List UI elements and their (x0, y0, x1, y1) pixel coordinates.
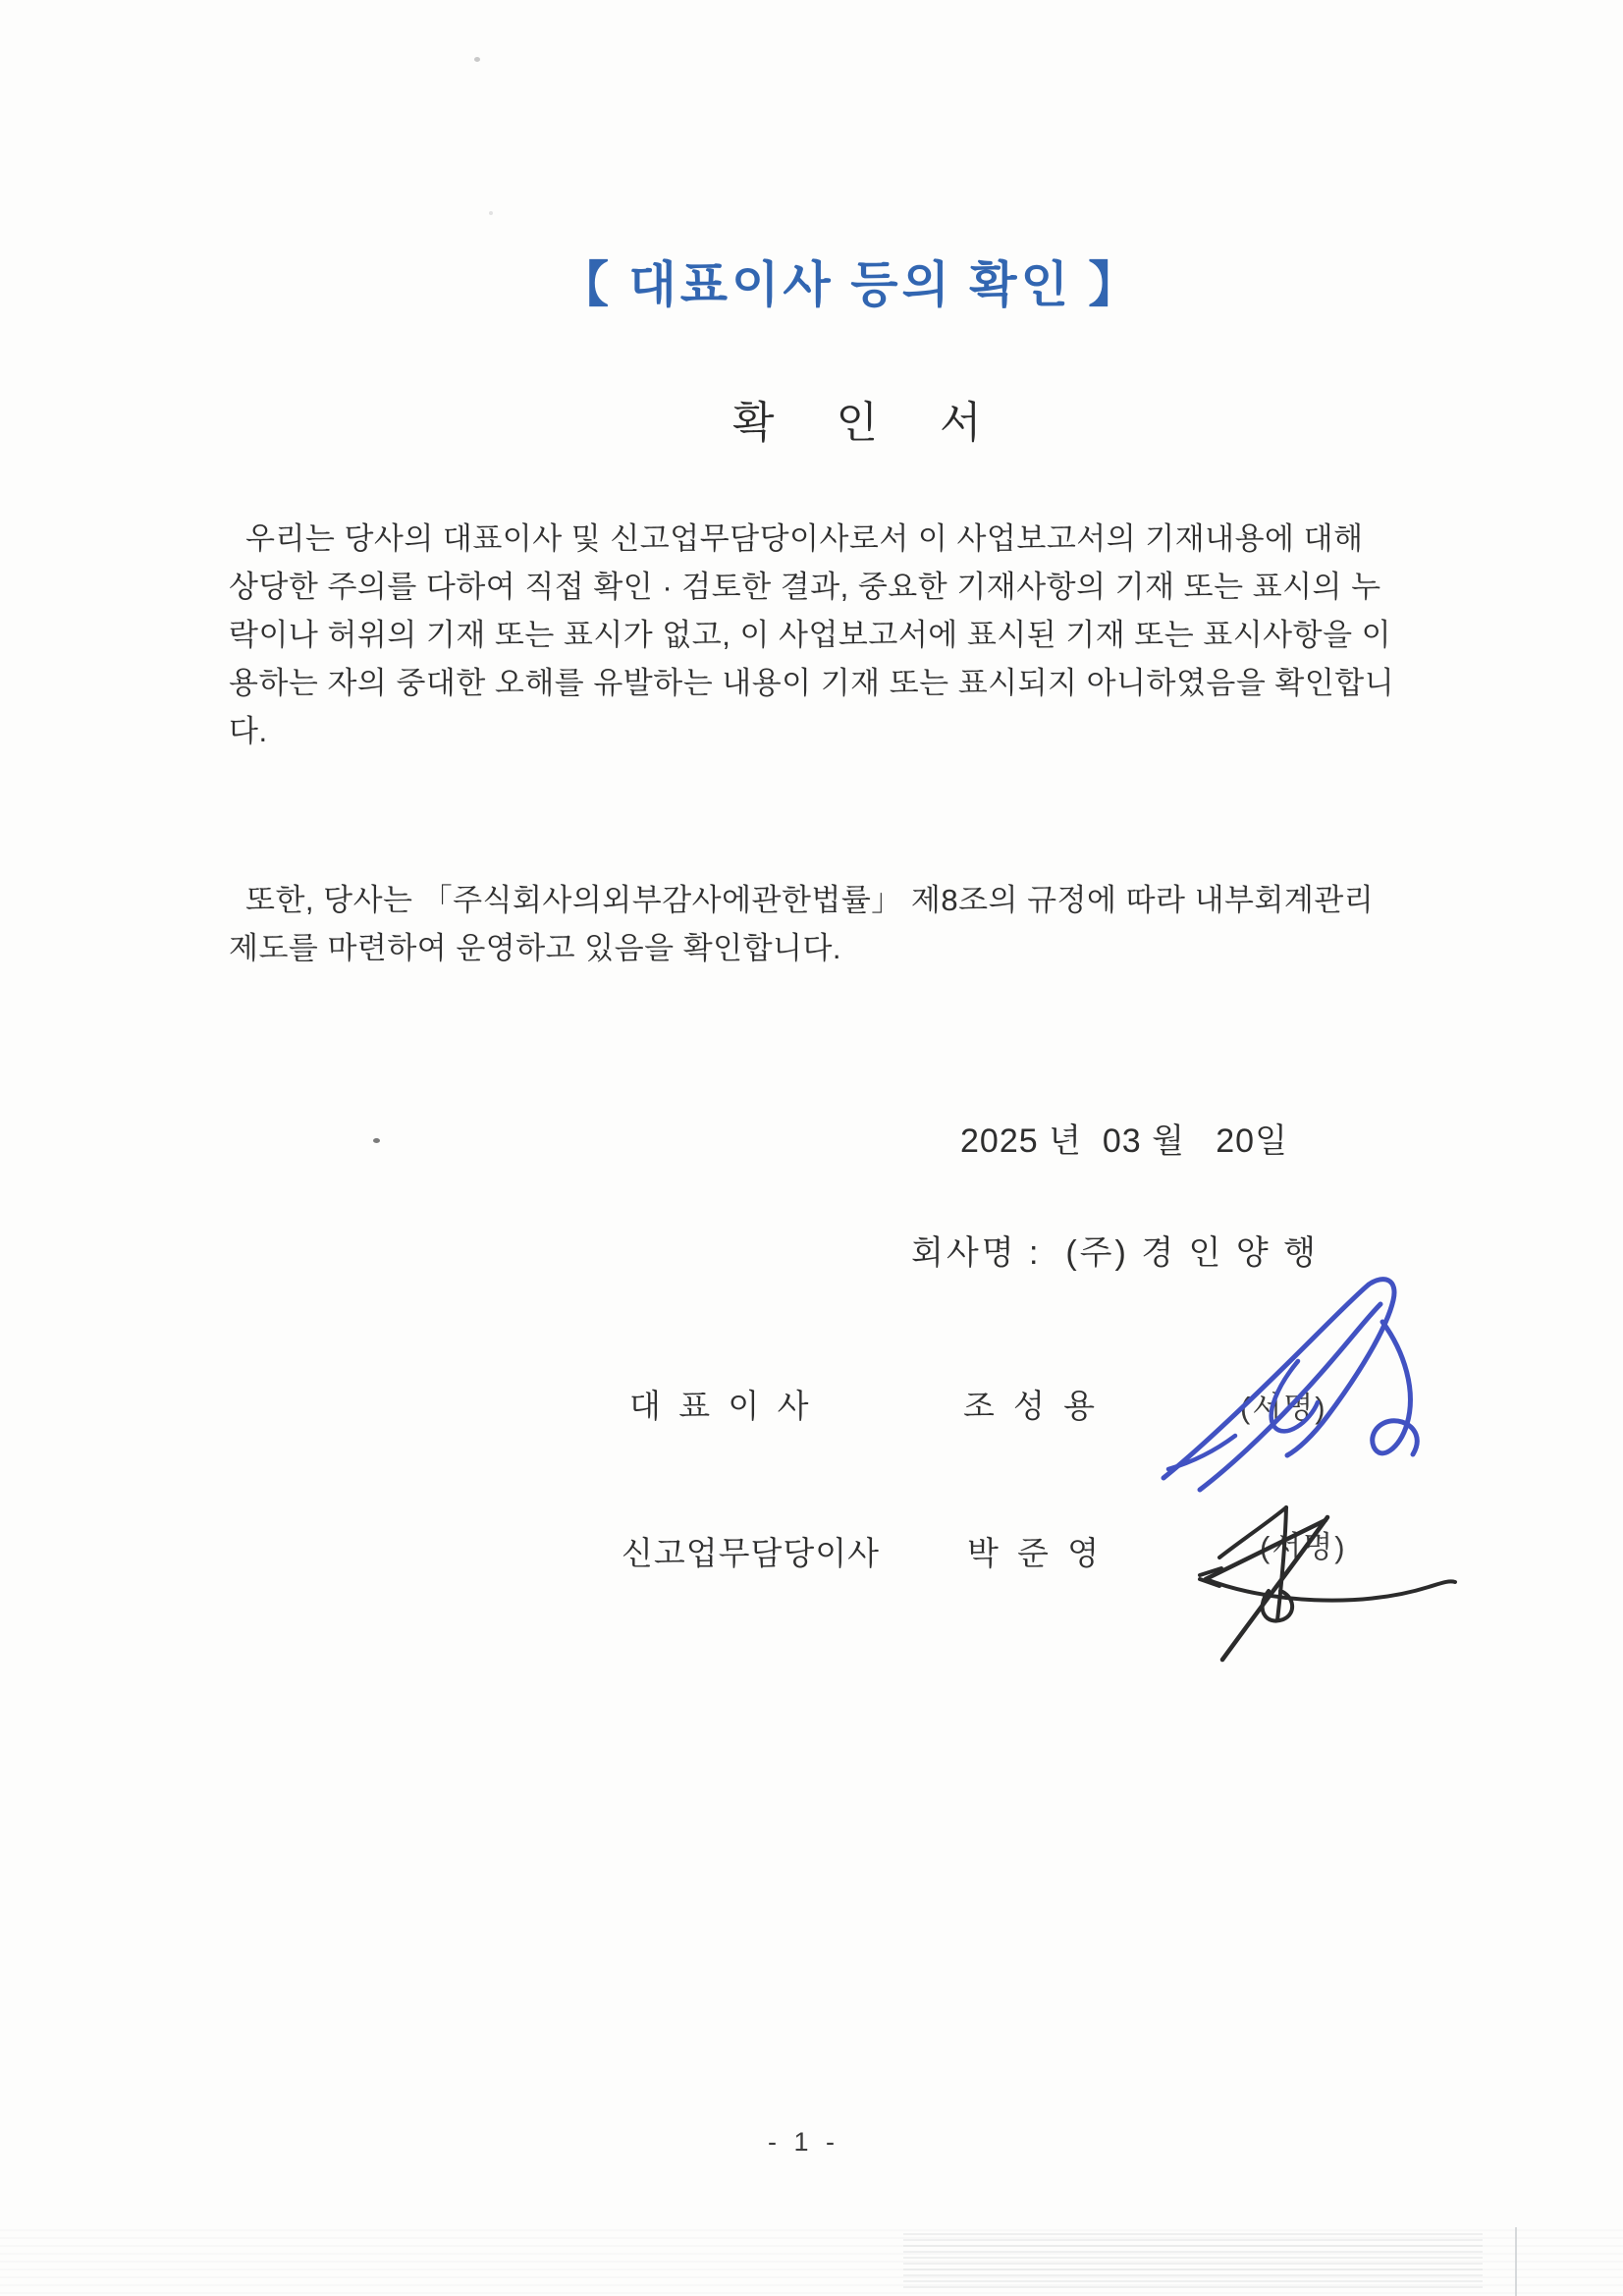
text-line: 우리는 당사의 대표이사 및 신고업무담당이사로서 이 사업보고서의 기재내용에 대해 (245, 521, 1364, 556)
text-line: 락이나 허위의 기재 또는 표시가 없고, 이 사업보고서에 표시된 기재 또는 표시사항을 이 (229, 618, 1392, 652)
document-title: 【 대표이사 등의 확인 】 (560, 257, 1142, 312)
director-role-label: 신고업무담당이사 (622, 1535, 881, 1571)
ceo-handwritten-signature-icon (1149, 1267, 1443, 1503)
director-handwritten-signature-icon (1188, 1493, 1492, 1689)
body-paragraph-2 (229, 876, 1466, 972)
company-name-line: 회사명 : (주) 경 인 양 행 (911, 1234, 1319, 1272)
text-line: 제도를 마련하여 운영하고 있음을 확인합니다. (229, 931, 842, 965)
date-line: 2025 년 03 월 20일 (960, 1122, 1288, 1160)
page-number: - 1 - (768, 2127, 840, 2157)
text-line: 다. (229, 714, 268, 748)
scan-edge-line (1515, 2227, 1517, 2296)
scan-noise-band-right (903, 2233, 1483, 2292)
director-name: 박 준 영 (967, 1535, 1104, 1571)
text-line: 용하는 자의 중대한 오해를 유발하는 내용이 기재 또는 표시되지 아니하였음을 확인합니 (229, 666, 1395, 700)
scan-speck (474, 57, 480, 62)
text-line: 상당한 주의를 다하여 직접 확인 · 검토한 결과, 중요한 기재사항의 기재 또는 표시의 누 (229, 570, 1381, 604)
ceo-name: 조 성 용 (963, 1388, 1100, 1424)
ceo-role-label: 대 표 이 사 (629, 1388, 809, 1424)
text-line: 또한, 당사는 「주식회사의외부감사에관한법률」 제8조의 규정에 따라 내부회계관리 (245, 883, 1375, 917)
director-sign-note: (서명) (1260, 1530, 1347, 1564)
scan-speck (489, 211, 493, 215)
confirmation-letter-heading: 확 인 서 (732, 399, 1007, 447)
ceo-sign-note: (서명) (1240, 1391, 1327, 1425)
scan-speck (373, 1138, 380, 1143)
body-paragraph-1 (229, 515, 1466, 755)
